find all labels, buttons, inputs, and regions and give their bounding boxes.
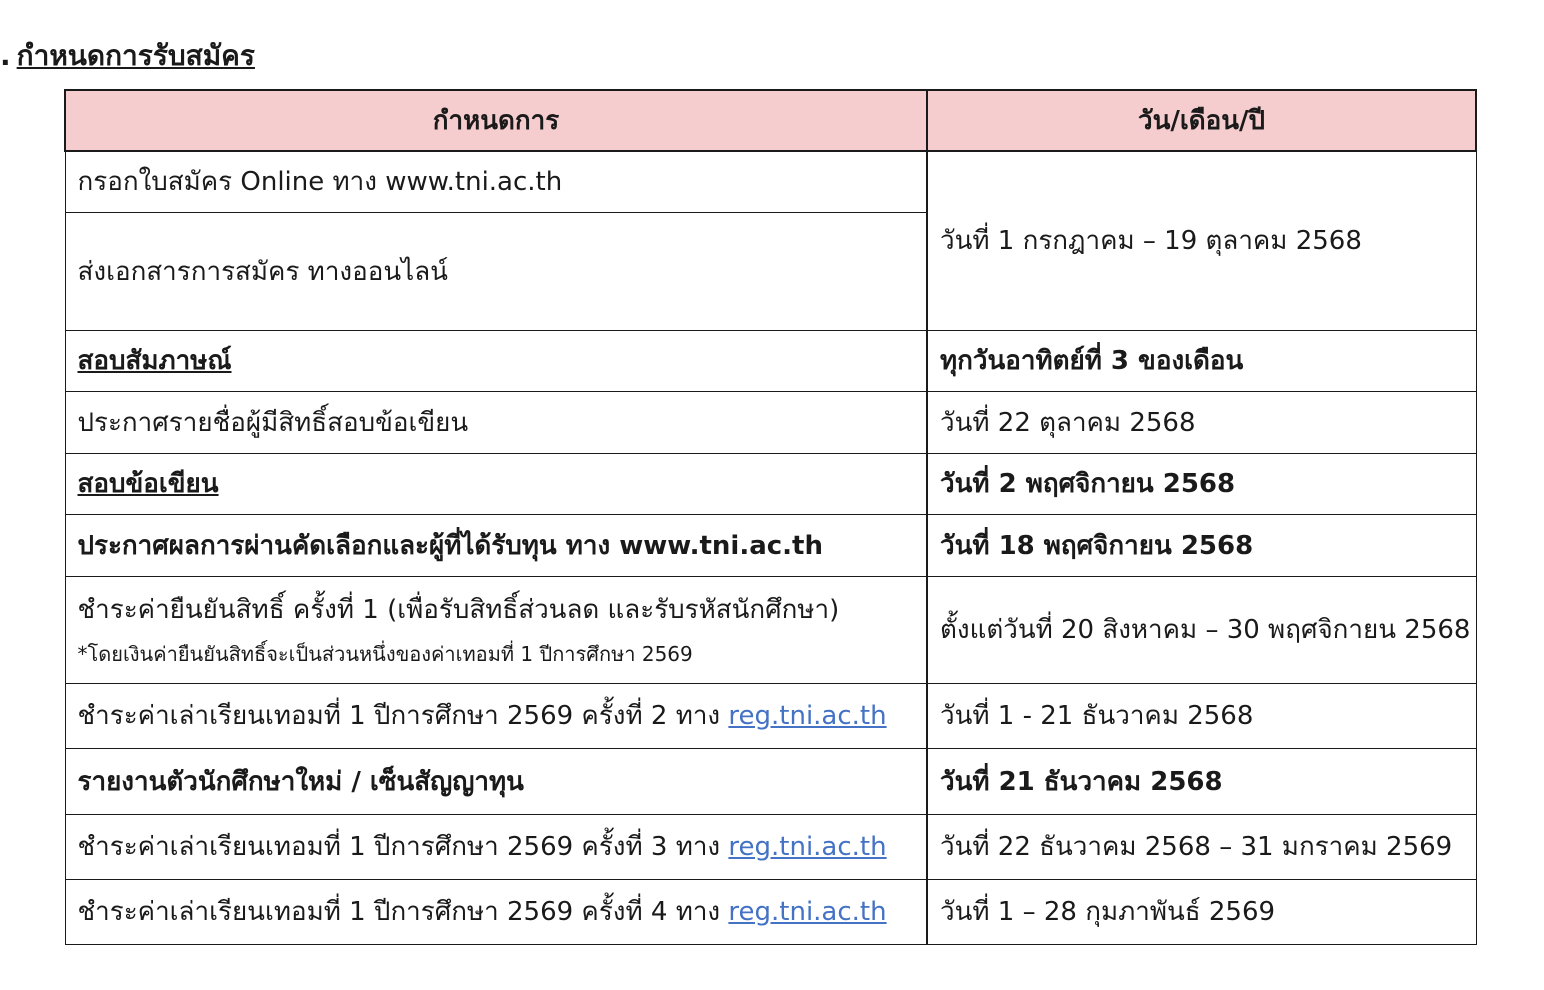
- date-cell: [927, 814, 1476, 879]
- date-text: ตั้งแต่วันที่ 20 สิงหาคม – 30 พฤศจิกายน 2568: [940, 615, 1471, 645]
- activity-text: กรอกใบสมัคร Online ทาง www.tni.ac.th: [77, 167, 563, 198]
- activity-text: ประกาศรายชื่อผู้มีสิทธิ์สอบข้อเขียน: [77, 407, 469, 438]
- table-header-row: [65, 90, 1476, 151]
- reg-link[interactable]: reg.tni.ac.th: [728, 897, 887, 927]
- date-cell: [927, 879, 1476, 944]
- activity-note: *โดยเงินค่ายืนยันสิทธิ์จะเป็นส่วนหนึ่งของค่าเทอมที่ 1 ปีการศึกษา 2569: [77, 642, 693, 666]
- activity-cell: [65, 576, 927, 683]
- activity-cell: [65, 879, 927, 944]
- activity-cell: [65, 453, 927, 514]
- activity-cell: [65, 514, 927, 576]
- table-row: [65, 814, 1476, 879]
- date-text: วันที่ 21 ธันวาคม 2568: [940, 766, 1223, 797]
- table-row: [65, 576, 1476, 683]
- date-cell: [927, 453, 1476, 514]
- activity-text: ประกาศผลการผ่านคัดเลือกและผู้ที่ได้รับทุน ทาง www.tni.ac.th: [77, 530, 823, 561]
- date-text: วันที่ 1 – 28 กุมภาพันธ์ 2569: [940, 897, 1276, 927]
- date-cell: [927, 748, 1476, 814]
- activity-text: สอบข้อเขียน: [77, 469, 219, 499]
- activity-text: ชำระค่าเล่าเรียนเทอมที่ 1 ปีการศึกษา 2569 ครั้งที่ 2 ทาง: [77, 701, 729, 731]
- table-row: [65, 748, 1476, 814]
- section-heading: [0, 34, 255, 78]
- date-cell: [927, 391, 1476, 453]
- reg-link[interactable]: reg.tni.ac.th: [728, 832, 887, 862]
- date-text: วันที่ 1 กรกฎาคม – 19 ตุลาคม 2568: [940, 226, 1362, 257]
- date-text: วันที่ 22 ตุลาคม 2568: [940, 407, 1196, 438]
- activity-cell: [65, 330, 927, 391]
- activity-cell: [65, 748, 927, 814]
- schedule-table: [64, 89, 1477, 945]
- activity-text: สอบสัมภาษณ์: [77, 346, 232, 376]
- date-cell: [927, 683, 1476, 748]
- date-cell: [927, 514, 1476, 576]
- header-date: วัน/เดือน/ปี: [927, 90, 1476, 151]
- section-title: กำหนดการรับสมัคร: [16, 39, 255, 72]
- section-number: .: [0, 39, 11, 72]
- table-row: [65, 453, 1476, 514]
- activity-cell: [65, 391, 927, 453]
- table-row: [65, 514, 1476, 576]
- activity-cell: [65, 151, 927, 212]
- activity-cell: [65, 683, 927, 748]
- activity-text: ชำระค่ายืนยันสิทธิ์ ครั้งที่ 1 (เพื่อรับสิทธิ์ส่วนลด และรับรหัสนักศึกษา): [77, 595, 840, 625]
- activity-text: ชำระค่าเล่าเรียนเทอมที่ 1 ปีการศึกษา 2569 ครั้งที่ 4 ทาง: [77, 897, 729, 927]
- date-text: วันที่ 18 พฤศจิกายน 2568: [940, 530, 1254, 561]
- activity-cell: [65, 814, 927, 879]
- activity-text: รายงานตัวนักศึกษาใหม่ / เซ็นสัญญาทุน: [77, 766, 524, 797]
- date-cell: [927, 151, 1476, 330]
- table-row: [65, 683, 1476, 748]
- date-text: วันที่ 2 พฤศจิกายน 2568: [940, 469, 1236, 499]
- reg-link[interactable]: reg.tni.ac.th: [728, 701, 887, 731]
- date-cell: [927, 330, 1476, 391]
- date-text: วันที่ 22 ธันวาคม 2568 – 31 มกราคม 2569: [940, 832, 1453, 862]
- activity-text: ส่งเอกสารการสมัคร ทางออนไลน์: [77, 256, 448, 287]
- table-row: [65, 151, 1476, 212]
- table-row: [65, 391, 1476, 453]
- date-text: วันที่ 1 - 21 ธันวาคม 2568: [940, 701, 1254, 731]
- activity-text: ชำระค่าเล่าเรียนเทอมที่ 1 ปีการศึกษา 2569 ครั้งที่ 3 ทาง: [77, 832, 729, 862]
- date-cell: [927, 576, 1476, 683]
- header-activity: กำหนดการ: [65, 90, 927, 151]
- date-text: ทุกวันอาทิตย์ที่ 3 ของเดือน: [940, 346, 1244, 376]
- activity-cell: [65, 212, 927, 330]
- table-row: [65, 330, 1476, 391]
- table-row: [65, 879, 1476, 944]
